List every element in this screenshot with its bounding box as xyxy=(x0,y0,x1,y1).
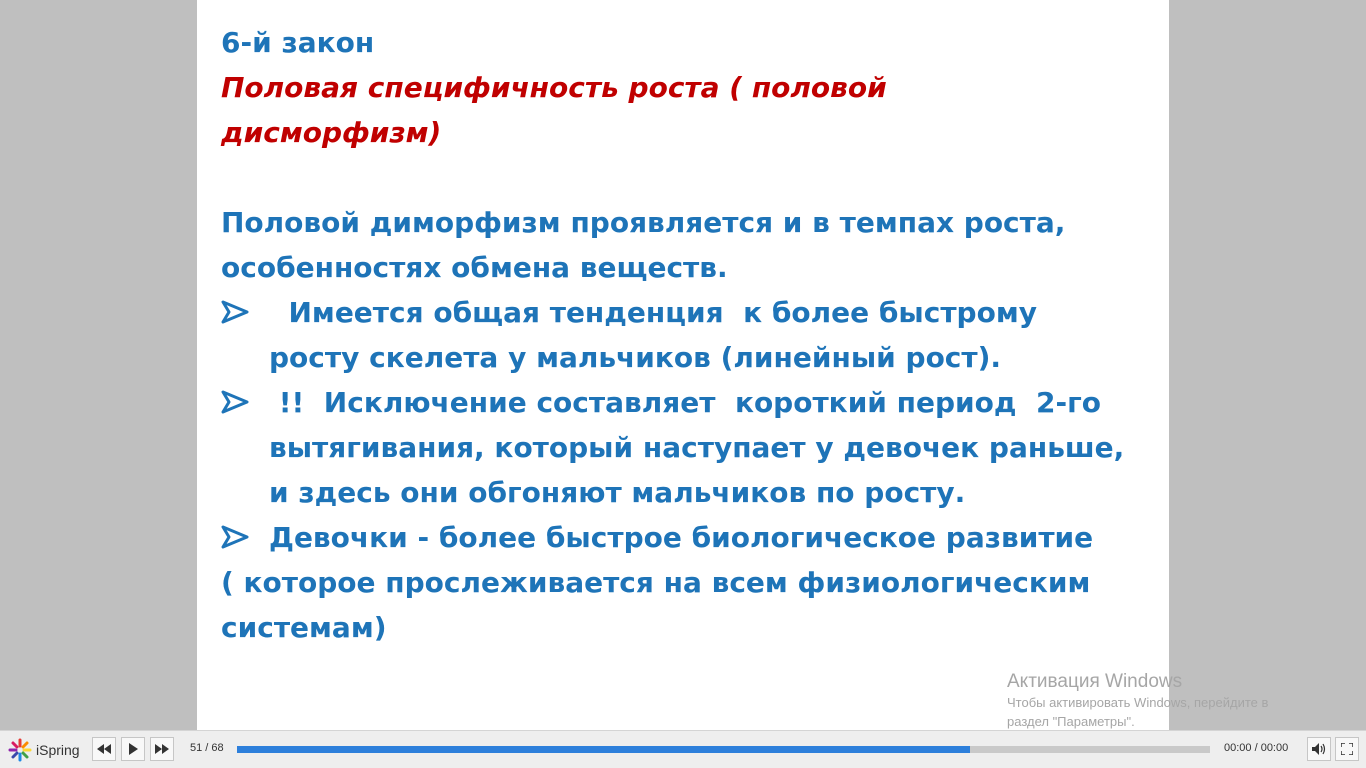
time-display: 00:00 / 00:00 xyxy=(1224,742,1289,754)
fast-forward-icon xyxy=(155,744,169,754)
play-icon xyxy=(128,743,138,755)
player-toolbar xyxy=(0,730,1366,768)
slide-heading: 6-й закон xyxy=(221,26,375,59)
bullet-2-line-2: вытягивания, который наступает у девочек раньше, xyxy=(269,431,1125,464)
play-button[interactable] xyxy=(121,737,145,761)
volume-button[interactable] xyxy=(1307,737,1331,761)
ispring-logo-icon xyxy=(8,738,32,762)
slide-text xyxy=(221,20,1151,650)
windows-activation-watermark xyxy=(1007,670,1268,731)
arrow-bullet-icon xyxy=(221,380,269,425)
progress-fill xyxy=(237,746,970,753)
arrow-bullet-icon xyxy=(221,515,269,560)
watermark-line-1: Чтобы активировать Windows, перейдите в xyxy=(1007,695,1269,710)
slide-subtitle-line-2: дисморфизм) xyxy=(221,116,442,149)
next-slide-button[interactable] xyxy=(150,737,174,761)
paragraph-line-2: особенностях обмена веществ. xyxy=(221,251,728,284)
watermark-title: Активация Windows xyxy=(1007,671,1183,692)
bullet-2-line-3: и здесь они обгоняют мальчиков по росту. xyxy=(269,476,966,509)
tail-line-1: ( которое прослеживается на всем физиологическим xyxy=(221,566,1091,599)
bullet-1-line-1: Имеется общая тенденция к более быстрому xyxy=(221,290,1151,335)
slide-counter: 51 / 68 xyxy=(190,742,224,754)
bullet-3-line-1: Девочки - более быстрое биологическое развитие xyxy=(221,515,1151,560)
progress-bar[interactable] xyxy=(237,746,1210,753)
slide-canvas xyxy=(197,0,1169,730)
tail-line-2: системам) xyxy=(221,611,387,644)
watermark-line-2: раздел "Параметры". xyxy=(1007,714,1135,729)
fullscreen-icon xyxy=(1341,743,1353,755)
fullscreen-button[interactable] xyxy=(1335,737,1359,761)
ispring-logo xyxy=(8,737,80,763)
speaker-icon xyxy=(1312,743,1326,755)
rewind-icon xyxy=(97,744,111,754)
brand-label: iSpring xyxy=(36,742,80,758)
previous-slide-button[interactable] xyxy=(92,737,116,761)
bullet-2-line-1: !! Исключение составляет короткий период 2-го xyxy=(221,380,1151,425)
paragraph-line-1: Половой диморфизм проявляется и в темпах роста, xyxy=(221,206,1066,239)
slide-subtitle-line-1: Половая специфичность роста ( половой xyxy=(221,71,887,104)
bullet-1-line-2: росту скелета у мальчиков (линейный рост). xyxy=(269,341,1002,374)
arrow-bullet-icon xyxy=(221,290,269,335)
